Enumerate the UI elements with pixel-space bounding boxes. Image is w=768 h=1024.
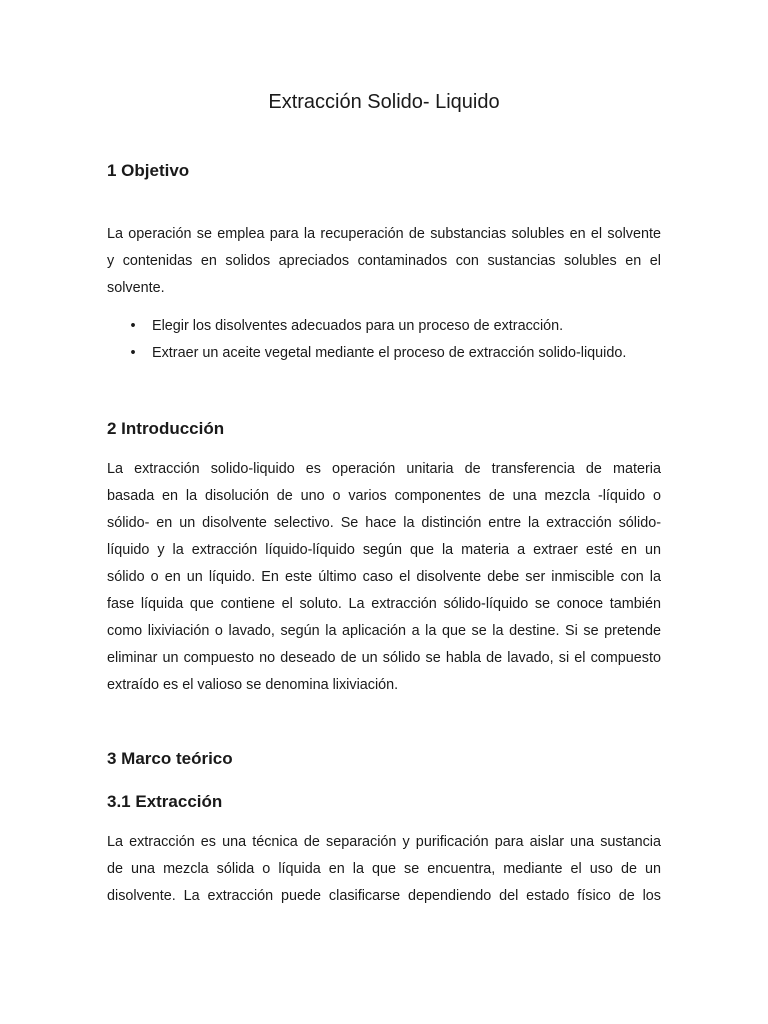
paragraph-line: y contenidas en solidos apreciados contaminados con sustancias solubles en el bbox=[107, 253, 661, 269]
paragraph-extraccion bbox=[107, 829, 661, 910]
paragraph-line: como lixiviación o lavado, según la aplicación a la que se la destine. Si se pretende bbox=[107, 623, 661, 639]
paragraph-objetivo bbox=[107, 221, 661, 302]
bullet-item bbox=[107, 340, 667, 367]
subsection-heading-extraccion: 3.1 Extracción bbox=[107, 792, 223, 811]
paragraph-line: eliminar un compuesto no deseado de un sólido se habla de lavado, si el compuesto bbox=[107, 650, 661, 666]
paragraph-line: solvente. bbox=[107, 280, 165, 296]
paragraph-line: sólido o en un líquido. En este último caso el disolvente debe ser inmiscible con la bbox=[107, 569, 661, 585]
paragraph-line: La extracción es una técnica de separación y purificación para aislar una sustancia bbox=[107, 834, 661, 850]
section-heading-introduccion: 2 Introducción bbox=[107, 419, 225, 438]
section-heading-marco-teorico: 3 Marco teórico bbox=[107, 749, 233, 768]
paragraph-line: extraído es el valioso se denomina lixiviación. bbox=[107, 677, 399, 693]
paragraph-line: líquido y la extracción líquido-líquido según que la materia a extraer esté en un bbox=[107, 542, 661, 558]
bullet-item bbox=[107, 313, 667, 340]
paragraph-line: de una mezcla sólida o líquida en la que se encuentra, mediante el uso de un bbox=[107, 861, 661, 877]
section-heading-objetivo: 1 Objetivo bbox=[107, 161, 190, 180]
paragraph-line: La extracción solido-liquido es operación unitaria de transferencia de materia bbox=[107, 461, 661, 477]
paragraph-line: disolvente. La extracción puede clasificarse dependiendo del estado físico de los bbox=[107, 888, 661, 904]
bullet-icon: • bbox=[130, 318, 136, 334]
bullet-text: Extraer un aceite vegetal mediante el proceso de extracción solido-liquido. bbox=[152, 345, 627, 361]
objetivo-bullet-list bbox=[107, 313, 667, 367]
paragraph-introduccion bbox=[107, 456, 661, 699]
paragraph-line: sólido- en un disolvente selectivo. Se hace la distinción entre la extracción sólido- bbox=[107, 515, 661, 531]
bullet-text: Elegir los disolventes adecuados para un proceso de extracción. bbox=[152, 318, 564, 334]
document-title: Extracción Solido- Liquido bbox=[268, 91, 500, 113]
paragraph-line: basada en la disolución de uno o varios componentes de una mezcla -líquido o bbox=[107, 488, 661, 504]
bullet-icon: • bbox=[130, 345, 136, 361]
paragraph-line: La operación se emplea para la recuperación de substancias solubles en el solvente bbox=[107, 226, 661, 242]
paragraph-line: fase líquida que contiene el soluto. La extracción sólido-líquido se conoce también bbox=[107, 596, 661, 612]
